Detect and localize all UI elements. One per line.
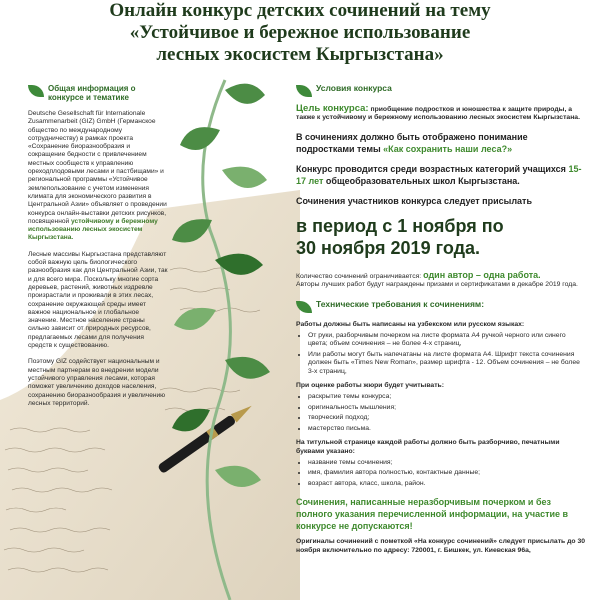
leaf-icon: [225, 84, 265, 104]
submission-paragraph: Сочинения участников конкурса следует присылать: [296, 195, 532, 206]
jury-criteria-list: [296, 393, 586, 433]
jury-criteria-intro: При оценке работы жюри будет учитывать:: [296, 382, 444, 390]
poster-title: [0, 0, 600, 66]
general-info-paragraph-2: Лесные массивы Кыргызстана представляют собой важную цель биологического разнообразия как для Центральной Азии, так и для всего мира. Поскольку многие сорта деревьев, растений, животных издревле произрастали и проживали в этих лесах, сохранение окружающей среды имеет важное национальное и глобальное значение. Местное население страны сильно зависит от природных ресурсов, предлагаемых лесами для получения средств к существованию.: [28, 250, 168, 350]
leaf-icon: [215, 466, 261, 487]
leaf-icon: [172, 409, 210, 432]
leaf-icon: [222, 167, 267, 188]
warning-text: Сочинения, написанные неразборчивым почерком и без полного указания перечисленной информации, на участие в конкурсе не допускаются!: [296, 497, 569, 532]
list-item: • творческий подход;: [308, 414, 586, 422]
list-item: • раскрытие темы конкурса;: [308, 393, 586, 401]
title-line-2: «Устойчивое и бережное использование: [129, 22, 471, 43]
list-item: • название темы сочинения;: [308, 459, 586, 467]
general-info-paragraph-1: Deutsche Gesellschaft für Internationale Zusammenarbeit (GIZ) GmbH (Германское общество по международному сотрудничеству) в рамках проекта «Сохранение биоразнообразия и сокращение бедности с привлечением местных сообществ к управлению ореходплодовыми лесами и пастбищами» и региональной программы «Устойчивое землепользование с учетом изменения климата для экономического развития в Центральной Азии» объявляет о проведении конкурса онлайн-выставки детских рисунков, посвященной устойчивому и бережному использованию лесных экосистем Кыргызстана.: [28, 110, 167, 242]
language-requirement: Работы должны быть написаны на узбекском или русском языках:: [296, 320, 525, 328]
title-page-intro: На титульной странице каждой работы должно быть разборчиво, печатными буквами указано:: [296, 439, 560, 455]
leaf-icon: [28, 85, 44, 97]
list-item: • имя, фамилия автора полностью, контактные данные;: [308, 469, 586, 477]
general-info-paragraph-3: Поэтому GIZ содействует национальным и местным партнерам во внедрении модели устойчивого управления лесами, которая поможет увеличению доходов населения, сохранению биоразнообразия и увеличению лесных территорий.: [28, 358, 166, 407]
leaf-icon: [174, 308, 216, 330]
age-paragraph: Конкурс проводится среди возрастных категорий учащихся 15-17 лет общеобразовательных школ Кыргызстана.: [296, 163, 582, 186]
conditions-column: [296, 84, 586, 555]
green-plant-illustration: [150, 70, 300, 600]
submission-period: в период с 1 ноября по 30 ноября 2019 года.: [296, 215, 504, 258]
contest-goal: Цель конкурса: приобщение подростков и юношества к защите природы, а также к устойчивому и бережному использованию лесных экосистем Кыргызстана.: [296, 103, 580, 122]
list-item: • От руки, разборчивым почерком на листе формата А4 ручкой черного или синего цвета; объем сочинения – не более 4-х страниц,: [308, 332, 586, 349]
leaf-icon: [296, 301, 312, 313]
general-info-heading: Общая информация о конкурсе и тематике: [28, 84, 168, 102]
title-line-3: лесных экосистем Кыргызстана»: [156, 44, 444, 65]
title-page-list: [296, 459, 586, 488]
list-item: • возраст автора, класс, школа, район.: [308, 480, 586, 488]
conditions-heading: Условия конкурса: [296, 84, 586, 97]
limit-note: Количество сочинений ограничивается: один автор – одна работа. Авторы лучших работ будут награждены призами и сертификатами в декабре 2019 года.: [296, 269, 578, 289]
originals-address: Оригиналы сочинений с пометкой «На конкурс сочинений» следует присылать до 30 ноября включительно по адресу: 720001, г. Бишкек, ул. Киевская 96а,: [296, 538, 586, 554]
general-info-column: [28, 84, 168, 416]
title-line-1: Онлайн конкурс детских сочинений на тему: [109, 0, 491, 21]
leaf-icon: [296, 85, 312, 97]
theme-paragraph: В сочинениях должно быть отображено понимание подростками темы «Как сохранить наши леса?»: [296, 131, 528, 154]
leaf-icon: [180, 127, 220, 150]
leaf-icon: [172, 219, 212, 242]
list-item: • Или работы могут быть напечатаны на листе формата А4. Шрифт текста сочинения должен быть «Times New Roman», размер шрифта - 12. Объем сочинения – не более 3-х страниц,: [308, 351, 586, 376]
format-list: [296, 332, 586, 376]
leaf-icon: [225, 357, 270, 379]
list-item: • мастерство письма.: [308, 425, 586, 433]
tech-requirements-heading: Технические требования к сочинениям:: [296, 300, 586, 313]
list-item: • оригинальность мышления;: [308, 404, 586, 412]
